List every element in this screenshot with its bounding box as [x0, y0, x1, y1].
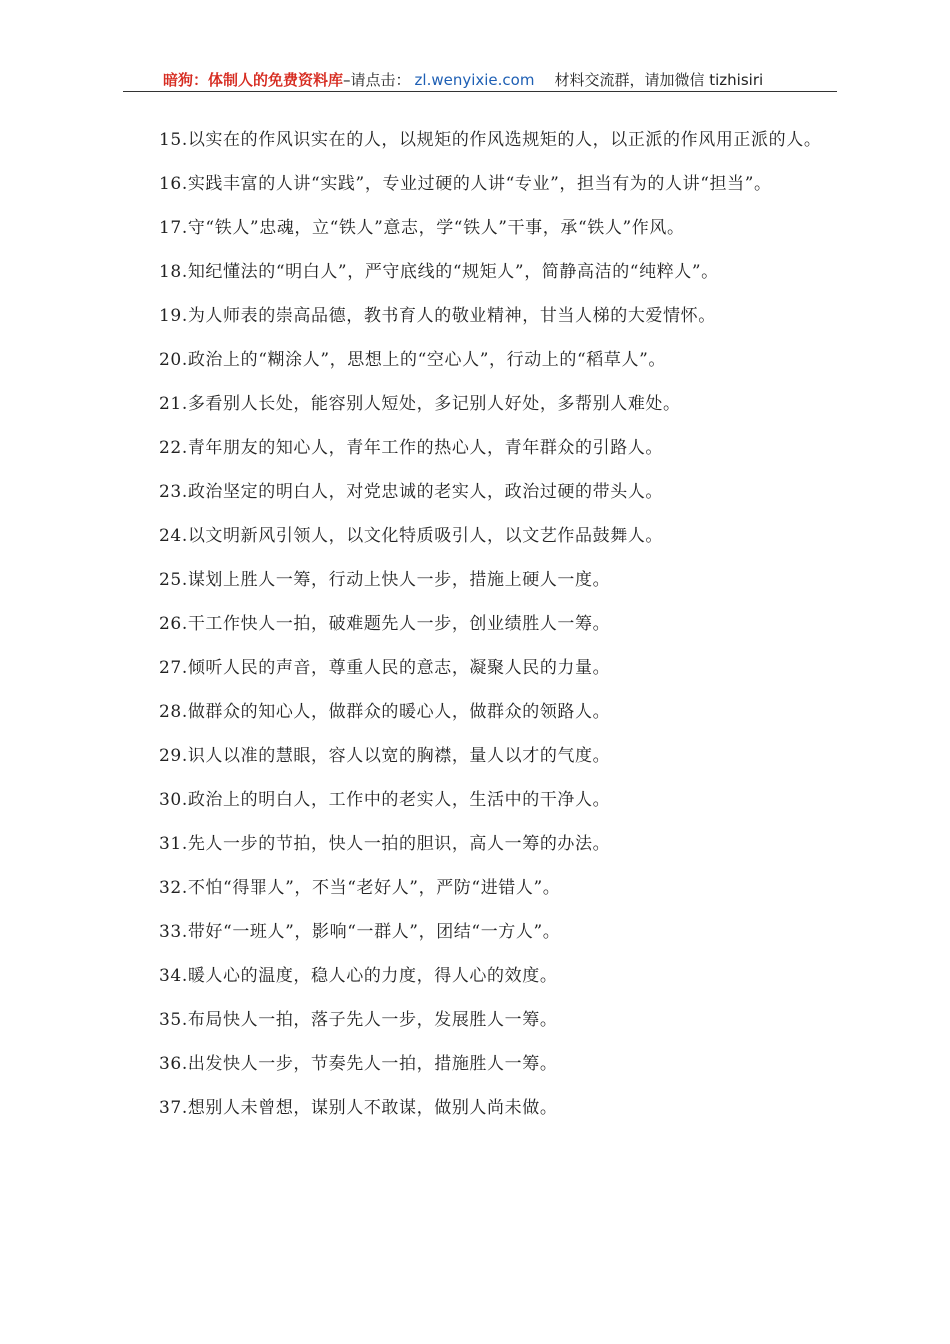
list-item: 31.先人一步的节拍，快人一拍的胆识，高人一筹的办法。 — [159, 834, 611, 854]
list-item: 23.政治坚定的明白人，对党忠诚的老实人，政治过硬的带头人。 — [159, 482, 664, 502]
list-item: 20.政治上的“糊涂人”，思想上的“空心人”，行动上的“稻草人”。 — [159, 350, 666, 370]
list-item: 22.青年朋友的知心人，青年工作的热心人，青年群众的引路人。 — [159, 438, 664, 458]
header-link[interactable]: zl.wenyixie.com — [414, 71, 535, 89]
list-item: 24.以文明新风引领人，以文化特质吸引人，以文艺作品鼓舞人。 — [159, 526, 664, 546]
list-item: 29.识人以准的慧眼，容人以宽的胸襟，量人以才的气度。 — [159, 746, 611, 766]
list-item: 34.暖人心的温度，稳人心的力度，得人心的效度。 — [159, 966, 558, 986]
list-item: 15.以实在的作风识实在的人，以规矩的作风选规矩的人，以正派的作风用正派的人。 — [159, 130, 822, 150]
list-item: 16.实践丰富的人讲“实践”，专业过硬的人讲“专业”，担当有为的人讲“担当”。 — [159, 174, 772, 194]
header-click-label: 请点击： — [350, 71, 411, 89]
header-group-info: 材料交流群，请加微信 tizhisiri — [554, 71, 764, 89]
page-header — [123, 68, 837, 92]
list-item: 25.谋划上胜人一筹，行动上快人一步，措施上硬人一度。 — [159, 570, 611, 590]
list-item: 36.出发快人一步，节奏先人一拍，措施胜人一筹。 — [159, 1054, 558, 1074]
list-item: 37.想别人未曾想，谋别人不敢谋，做别人尚未做。 — [159, 1098, 558, 1118]
list-item: 18.知纪懂法的“明白人”，严守底线的“规矩人”，简静高洁的“纯粹人”。 — [159, 262, 719, 282]
list-item: 30.政治上的明白人，工作中的老实人，生活中的干净人。 — [159, 790, 611, 810]
list-item: 32.不怕“得罪人”，不当“老好人”，严防“进错人”。 — [159, 878, 561, 898]
list-item: 28.做群众的知心人，做群众的暖心人，做群众的领路人。 — [159, 702, 611, 722]
header-dash: – — [343, 71, 351, 89]
header-brand: 暗狗：体制人的免费资料库 — [163, 71, 344, 89]
list-item: 19.为人师表的崇高品德，教书育人的敬业精神，甘当人梯的大爱情怀。 — [159, 306, 716, 326]
document-body — [123, 124, 839, 1136]
list-item: 21.多看别人长处，能容别人短处，多记别人好处，多帮别人难处。 — [159, 394, 681, 414]
list-item: 35.布局快人一拍，落子先人一步，发展胜人一筹。 — [159, 1010, 558, 1030]
list-item: 27.倾听人民的声音，尊重人民的意志，凝聚人民的力量。 — [159, 658, 611, 678]
list-item: 33.带好“一班人”，影响“一群人”，团结“一方人”。 — [159, 922, 561, 942]
list-item: 26.干工作快人一拍，破难题先人一步，创业绩胜人一筹。 — [159, 614, 611, 634]
list-item: 17.守“铁人”忠魂，立“铁人”意志，学“铁人”干事，承“铁人”作风。 — [159, 218, 685, 238]
